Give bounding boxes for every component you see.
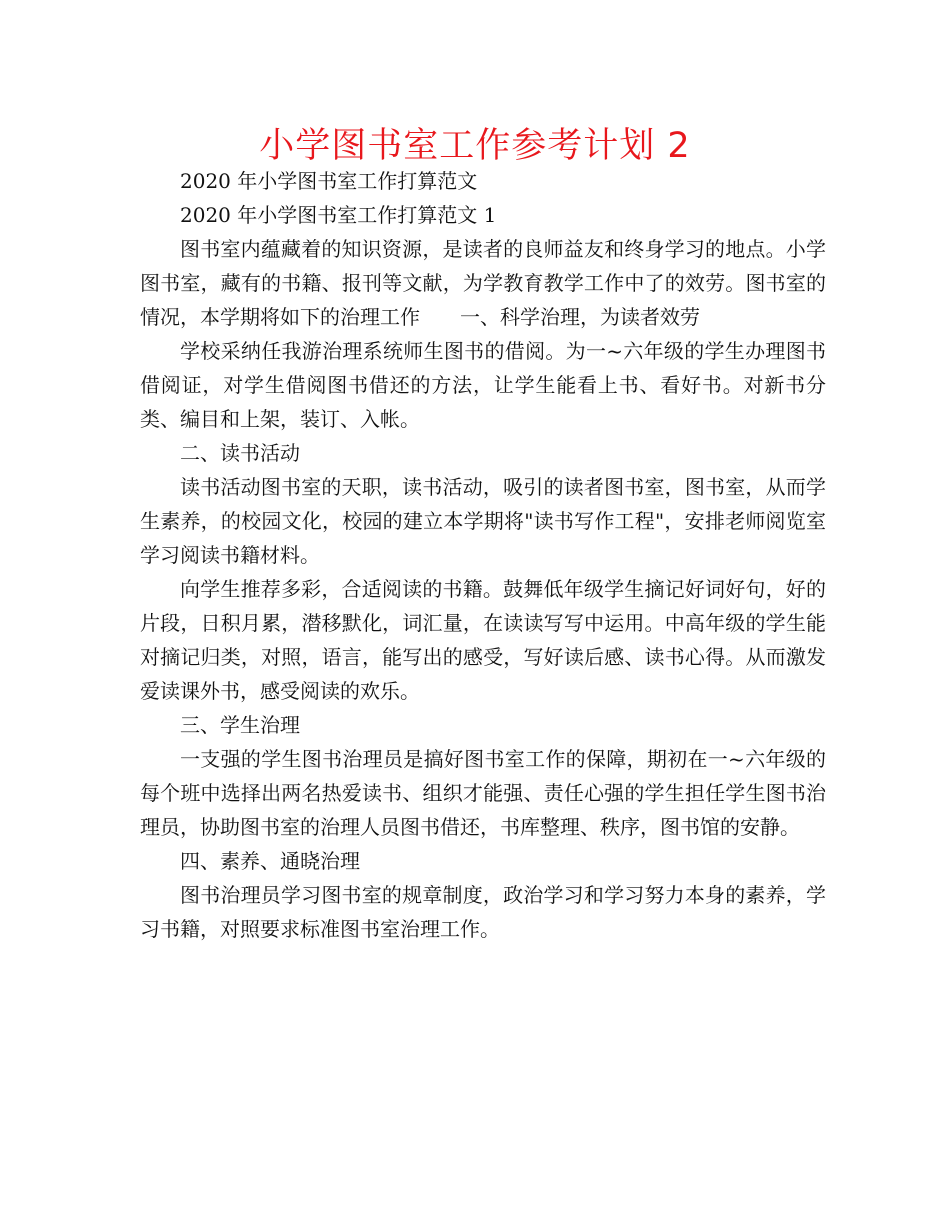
paragraph-intro: 图书室内蕴藏着的知识资源，是读者的良师益友和终身学习的地点。小学图书室，藏有的书籍、报刊等文献，为学教育教学工作中了的效劳。图书室的情况，本学期将如下的治理工作 一、科学治理，为读者效劳 bbox=[140, 237, 826, 329]
paragraph-student-librarians: 一支强的学生图书治理员是搞好图书室工作的保障，期初在一~六年级的每个班中选择出两名热爱读书、组织才能强、责任心强的学生担任学生图书治理员，协助图书室的治理人员图书借还，书库整理、秩序，图书馆的安静。 bbox=[140, 747, 826, 839]
paragraph-management: 学校采纳任我游治理系统师生图书的借阅。为一~六年级的学生办理图书借阅证，对学生借阅图书借还的方法，让学生能看上书、看好书。对新书分类、编目和上架，装订、入帐。 bbox=[140, 339, 826, 431]
document-title: 小学图书室工作参考计划 2 bbox=[259, 126, 691, 166]
paragraph-subtitle: 2020 年小学图书室工作打算范文 bbox=[180, 169, 478, 193]
paragraph-book-recommendation: 向学生推荐多彩，合适阅读的书籍。鼓舞低年级学生摘记好词好句，好的片段，日积月累，潜移默化，词汇量，在读读写写中运用。中高年级的学生能对摘记归类，对照，语言，能写出的感受，写好读后感、读书心得。从而激发爱读课外书，感受阅读的欢乐。 bbox=[140, 577, 826, 703]
paragraph-subtitle-numbered: 2020 年小学图书室工作打算范文 1 bbox=[180, 203, 497, 227]
section-heading-quality: 四、素养、通晓治理 bbox=[180, 849, 360, 873]
paragraph-reading-activities: 读书活动图书室的天职，读书活动，吸引的读者图书室，图书室，从而学生素养，的校园文化，校园的建立本学期将"读书写作工程"，安排老师阅览室学习阅读书籍材料。 bbox=[140, 475, 826, 567]
document-body bbox=[140, 164, 826, 946]
section-heading-reading-activities: 二、读书活动 bbox=[180, 441, 300, 465]
section-heading-student-management: 三、学生治理 bbox=[180, 713, 300, 737]
paragraph-librarian-study: 图书治理员学习图书室的规章制度，政治学习和学习努力本身的素养，学习书籍，对照要求标准图书室治理工作。 bbox=[140, 883, 826, 941]
